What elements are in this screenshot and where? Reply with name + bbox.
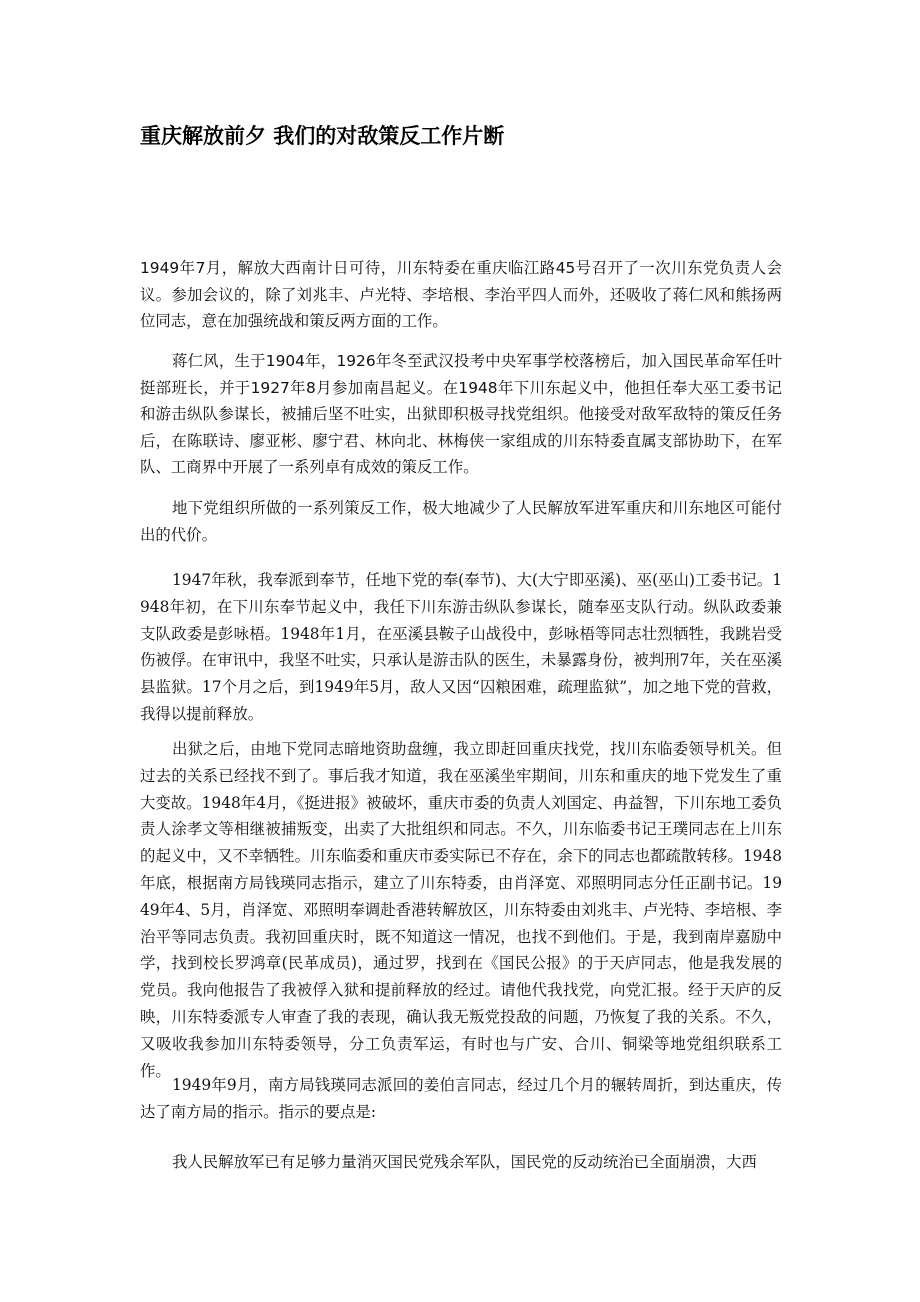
paragraph-meeting: 1949年7月，解放大西南计日可待，川东特委在重庆临江路45号召开了一次川东党负责人会议。参加会议的，除了刘兆丰、卢光特、李培根、李治平四人而外，还吸收了蒋仁风和熊扬两位同志，意在加强统战和策反两方面的工作。	[140, 259, 782, 330]
page-title: 重庆解放前夕 我们的对敌策反工作片断	[140, 124, 505, 148]
paragraph-1949-september: 1949年9月，南方局钱瑛同志派回的姜伯言同志，经过几个月的辗转周折，到达重庆，传达了南方局的指示。指示的要点是:	[140, 1076, 782, 1121]
paragraph-summary: 地下党组织所做的一系列策反工作，极大地减少了人民解放军进军重庆和川东地区可能付出的代价。	[140, 499, 782, 544]
paragraph-1947: 1947年秋，我奉派到奉节，任地下党的奉(奉节)、大(大宁即巫溪)、巫(巫山)工委书记。1948年初，在下川东奉节起义中，我任下川东游击纵队参谋长，随奉巫支队行动。纵队政委兼支队政委是彭咏梧。1948年1月，在巫溪县鞍子山战役中，彭咏梧等同志壮烈牺牲，我跳岩受伤被俘。在审讯中，我坚不吐实，只承认是游击队的医生，未暴露身份，被判刑7年，关在巫溪县监狱。17个月之后，到1949年5月，敌人又因“囚粮困难，疏理监狱”，加之地下党的营救，我得以提前释放。	[140, 571, 782, 723]
paragraph-jiang-renfeng: 蒋仁风，生于1904年，1926年冬至武汉投考中央军事学校落榜后，加入国民革命军任叶挺部班长，并于1927年8月参加南昌起义。在1948年下川东起义中，他担任奉大巫工委书记和游击纵队参谋长，被捕后坚不吐实，出狱即积极寻找党组织。他接受对敌军敌特的策反任务后，在陈联诗、廖亚彬、廖宁君、林向北、林梅侠一家组成的川东特委直属支部协助下，在军队、工商界中开展了一系列卓有成效的策反工作。	[140, 352, 782, 476]
paragraph-after-prison: 出狱之后，由地下党同志暗地资助盘缠，我立即赶回重庆找党，找川东临委领导机关。但过去的关系已经找不到了。事后我才知道，我在巫溪坐牢期间，川东和重庆的地下党发生了重大变故。1948年4月，《挺进报》被破坏，重庆市委的负责人刘国定、冉益智，下川东地工委负责人涂孝文等相继被捕叛变，出卖了大批组织和同志。不久，川东临委书记王璞同志在上川东的起义中，又不幸牺牲。川东临委和重庆市委实际已不存在，余下的同志也都疏散转移。1948年底，根据南方局钱瑛同志指示，建立了川东特委，由肖泽宽、邓照明同志分任正副书记。1949年4、5月，肖泽宽、邓照明奉调赴香港转解放区，川东特委由刘兆丰、卢光特、李培根、李治平等同志负责。我初回重庆时，既不知道这一情况，也找不到他们。于是，我到南岸嘉励中学，找到校长罗鸿章(民革成员)，通过罗，找到在《国民公报》的于天庐同志，他是我发展的党员。我向他报告了我被俘入狱和提前释放的经过。请他代我找党，向党汇报。经于天庐的反映，川东特委派专人审查了我的表现，确认我无叛党投敌的问题，乃恢复了我的关系。不久，又吸收我参加川东特委领导，分工负责军运，有时也与广安、合川、铜梁等地党组织联系工作。	[140, 740, 782, 1080]
paragraph-directive: 我人民解放军已有足够力量消灭国民党残余军队，国民党的反动统治已全面崩溃，大西	[172, 1153, 757, 1171]
